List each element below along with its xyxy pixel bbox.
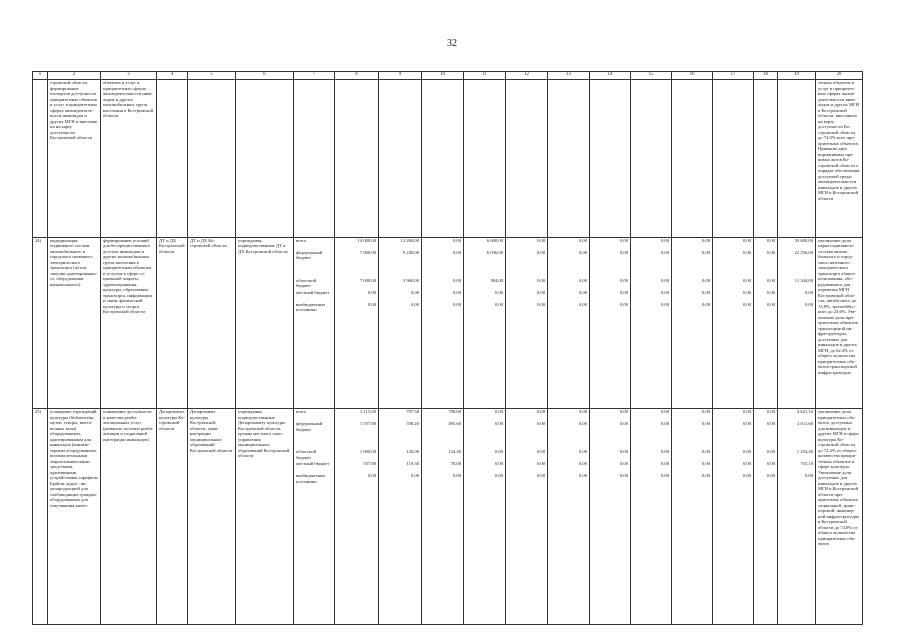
table-cell — [335, 80, 379, 238]
table-cell — [236, 80, 294, 238]
budget-value: 0,00 — [742, 449, 751, 455]
budget-value: 11 344,00 — [794, 277, 813, 283]
budget-value: 0,00 — [578, 461, 587, 467]
budget-value: 0,00 — [452, 289, 461, 295]
budget-value: 0,00 — [701, 237, 710, 243]
budget-value: 0,00 — [619, 449, 628, 455]
budget-value: 0,00 — [804, 473, 813, 479]
budget-value: 0,00 — [410, 289, 419, 295]
budget-value: 384,00 — [490, 277, 503, 283]
budget-value: 0,00 — [766, 449, 775, 455]
funding-sources — [294, 237, 335, 409]
budget-value: 0,00 — [660, 449, 669, 455]
budget-value: 0,00 — [766, 277, 775, 283]
budget-value: 0,00 — [367, 473, 376, 479]
budget-value: 1 557,80 — [359, 421, 376, 427]
budget-value: 0,00 — [660, 461, 669, 467]
column-number: 13 — [548, 72, 590, 80]
table-cell — [506, 80, 548, 238]
table-row — [33, 80, 863, 238]
value-cell — [422, 237, 464, 409]
budget-value: 0,00 — [766, 289, 775, 295]
table-cell: учреждения, подведомственные ДТ и ДХ Костромской области — [236, 237, 294, 409]
budget-value: 6 600,00 — [486, 237, 503, 243]
budget-value: 0,00 — [701, 249, 710, 255]
budget-value: 78,00 — [450, 461, 461, 467]
funding-source-label: федеральный бюджет — [296, 421, 323, 432]
table-cell: ДТ и ДХ Костромской области — [188, 237, 236, 409]
table-cell — [294, 80, 335, 238]
value-cell — [672, 237, 713, 409]
table-cell — [590, 80, 631, 238]
budget-value: 14 000,00 — [357, 237, 376, 243]
value-cell — [754, 237, 778, 409]
value-cell — [713, 409, 754, 625]
budget-value: 0,00 — [766, 301, 775, 307]
table-cell — [157, 80, 188, 238]
column-number: 6 — [236, 72, 294, 80]
budget-value: 0,00 — [619, 289, 628, 295]
budget-value: 0,00 — [766, 249, 775, 255]
column-number: 12 — [506, 72, 548, 80]
budget-value: 0,00 — [494, 449, 503, 455]
budget-value: 0,00 — [619, 277, 628, 283]
table-cell — [379, 80, 422, 238]
value-cell — [379, 237, 422, 409]
column-number: 15 — [631, 72, 672, 80]
column-number: 9 — [379, 72, 422, 80]
budget-value: 0,00 — [619, 301, 628, 307]
budget-value: 33 600,00 — [794, 237, 813, 243]
value-cell — [335, 237, 379, 409]
budget-value: 0,00 — [742, 421, 751, 427]
value-cell — [506, 237, 548, 409]
budget-value: 0,00 — [494, 461, 503, 467]
budget-value: 0,00 — [619, 409, 628, 415]
funding-source-label: местный бюджет — [296, 461, 330, 467]
table-cell: тетных объектов и услуг в приоритетных сферах жизнедеятельности инвалидов и других МГН в Костромской области, внесенных на карту доступности Костромской области, до 74,0% всех приоритетных объектов. Принятие двух нормативных правовых актов Костромской области о порядке обеспечения доступной среды жизнедеятельности инвалидов и других МГН в Костромской области — [816, 80, 863, 238]
value-cell — [631, 409, 672, 625]
funding-source-label: всего — [296, 237, 307, 243]
table-cell — [548, 80, 590, 238]
budget-value: 0,00 — [660, 237, 669, 243]
budget-value: 0,00 — [494, 301, 503, 307]
table-row — [33, 237, 863, 409]
budget-value: 0,00 — [452, 249, 461, 255]
column-number: 10 — [422, 72, 464, 80]
expected-result-cell: увеличение доли парка подвижного состава автомобильного и городского наземного электрического транспорта общего пользования, оборудованного для перевозки МГН Костромской области, автобусного до 13,8%, троллейбусного до 23,6%. Увеличение доли приоритетных объектов транспортной инфраструктуры, доступных для инвалидов и других МГН, до 62,4% от общего количества приоритетных объектов транспортной инфраструктуры — [816, 237, 863, 409]
budget-value: 7 000,00 — [359, 277, 376, 283]
budget-value: 0,00 — [578, 249, 587, 255]
table-cell: оснащение учреждений культуры (библиотеки, музеи, театры, выставочные залы) оборудованием, адаптированным для инвалидов (компьютерным оборудованием, вспомогательными тифлотехническими средствами, адаптивными устройствами, шрифтом Брайля, аудио-, видеопродукцией для слабовидящих граждан, оборудованием для озвучивания книго- — [48, 409, 101, 625]
budget-value: 0,00 — [452, 473, 461, 479]
budget-value: 0,00 — [536, 473, 545, 479]
budget-value: 0,00 — [701, 421, 710, 427]
column-number: 11 — [464, 72, 506, 80]
budget-value: 0,00 — [578, 277, 587, 283]
table-cell — [188, 80, 236, 238]
budget-value: 3 960,00 — [402, 277, 419, 283]
table-cell — [778, 80, 816, 238]
budget-value: 0,00 — [701, 289, 710, 295]
column-number: 19 — [778, 72, 816, 80]
budget-value: 0,00 — [494, 473, 503, 479]
column-number-row — [33, 72, 863, 80]
budget-value: 0,00 — [536, 289, 545, 295]
column-number: 8 — [335, 72, 379, 80]
value-cell — [672, 409, 713, 625]
budget-value: 0,00 — [742, 409, 751, 415]
budget-value: 0,00 — [701, 473, 710, 479]
value-cell — [506, 409, 548, 625]
budget-value: 0,00 — [701, 449, 710, 455]
table-cell: повышение доступности и качества реабилитационных услуг (развитие системы реабилитации и социальной интеграции инвалидов) — [101, 409, 157, 625]
budget-value: 0,00 — [766, 237, 775, 243]
budget-value: 6 036,00 — [486, 249, 503, 255]
table-cell — [33, 80, 48, 238]
budget-value: 0,00 — [494, 421, 503, 427]
budget-value: 0,00 — [536, 277, 545, 283]
budget-value: 4 621,10 — [796, 409, 813, 415]
table-cell: стромской области, формирование паспортов доступности приоритетных объектов и услуг в приоритетных сферах жизнедеятельности инвалидов и других МГН и внесение их на карту доступности Костромской области — [48, 80, 101, 238]
table-cell — [464, 80, 506, 238]
budget-value: 0,00 — [660, 473, 669, 479]
value-cell — [548, 237, 590, 409]
budget-value: 0,00 — [452, 277, 461, 283]
budget-value: 0,00 — [536, 237, 545, 243]
budget-value: 0,00 — [578, 409, 587, 415]
budget-value: 0,00 — [701, 277, 710, 283]
budget-value: 0,00 — [536, 249, 545, 255]
table-cell: Департамент культуры Костромской области — [157, 409, 188, 625]
budget-value: 0,00 — [410, 301, 419, 307]
value-cell — [335, 409, 379, 625]
budget-value: 0,00 — [619, 461, 628, 467]
funding-source-label: областной бюджет — [296, 449, 317, 460]
budget-value: 0,00 — [536, 421, 545, 427]
column-number: 2 — [48, 72, 101, 80]
table-cell: формирование условий для беспрепятственного доступа инвалидов и других маломобильных групп населения к приоритетным объектам и услугам в сфере социальной защиты, здравоохранения, культуры, образования, транспорта, информации и связи, физической культуры и спорта Костромской области — [101, 237, 157, 409]
value-cell — [778, 237, 816, 409]
budget-value: 0,00 — [536, 461, 545, 467]
table-cell: 25) — [33, 409, 48, 625]
budget-value: 9 240,00 — [402, 249, 419, 255]
budget-value: 7 000,00 — [359, 249, 376, 255]
budget-value: 558,20 — [406, 421, 419, 427]
column-number: 20 — [816, 72, 863, 80]
budget-value: 13 200,00 — [400, 237, 419, 243]
budget-value: 0,00 — [804, 301, 813, 307]
value-cell — [464, 237, 506, 409]
budget-value: 797,50 — [406, 409, 419, 415]
budget-value: 0,00 — [766, 421, 775, 427]
table-cell: 24) — [33, 237, 48, 409]
budget-value: 0,00 — [742, 289, 751, 295]
value-cell — [590, 237, 631, 409]
page-number: 32 — [447, 38, 457, 49]
column-number: 4 — [157, 72, 188, 80]
budget-value: 0,00 — [660, 249, 669, 255]
budget-value: 119,30 — [406, 461, 419, 467]
column-number: 17 — [713, 72, 754, 80]
value-cell — [631, 237, 672, 409]
budget-value: 0,00 — [578, 449, 587, 455]
table-cell — [422, 80, 464, 238]
budget-value: 0,00 — [701, 301, 710, 307]
budget-value: 1 254,40 — [796, 449, 813, 455]
table-cell — [754, 80, 778, 238]
value-cell — [379, 409, 422, 625]
column-number: 16 — [672, 72, 713, 80]
budget-value: 0,00 — [742, 249, 751, 255]
budget-value: 0,00 — [452, 237, 461, 243]
table-cell — [713, 80, 754, 238]
budget-value: 0,00 — [742, 473, 751, 479]
funding-source-label: внебюджетные источники — [296, 473, 326, 484]
budget-table — [32, 71, 863, 625]
column-number: 5 — [188, 72, 236, 80]
budget-value: 0,00 — [536, 409, 545, 415]
column-number: 14 — [590, 72, 631, 80]
budget-value: 0,00 — [619, 473, 628, 479]
budget-value: 0,00 — [804, 289, 813, 295]
funding-sources — [294, 409, 335, 625]
value-cell — [422, 409, 464, 625]
table-cell: ДТ и ДХ Костромской области — [157, 237, 188, 409]
budget-value: 0,00 — [578, 421, 587, 427]
expected-result-cell: увеличение доли приоритетных объектов, доступных для инвалидов и других МГН в сфере культуры Костромской области, до 72,4% от общего количества приоритетных объектов в сфере культуры. Увеличение доли доступных для инвалидов и других МГН в Костромской области приоритетных объектов социальной, транспортной, инженерной инфраструктуры в Костромской области до 74,0% от общего количества приоритетных объектов — [816, 409, 863, 625]
table-cell — [631, 80, 672, 238]
budget-value: 0,00 — [367, 301, 376, 307]
budget-value: 0,00 — [742, 277, 751, 283]
budget-value: 0,00 — [494, 409, 503, 415]
budget-value: 708,00 — [448, 409, 461, 415]
budget-value: 0,00 — [742, 461, 751, 467]
column-number: 3 — [101, 72, 157, 80]
budget-value: 0,00 — [494, 289, 503, 295]
budget-value: 0,00 — [578, 301, 587, 307]
budget-value: 557,80 — [363, 461, 376, 467]
budget-value: 0,00 — [701, 461, 710, 467]
budget-value: 134,40 — [448, 449, 461, 455]
funding-source-label: внебюджетные источники — [296, 301, 326, 313]
table-cell: объектов и услуг в приоритетных сферах жизнедеятельности инвалидов и других маломобильных групп населения в Костромской области — [101, 80, 157, 238]
budget-value: 0,00 — [742, 301, 751, 307]
budget-value: 0,00 — [367, 289, 376, 295]
budget-value: 3 115,60 — [360, 409, 376, 415]
budget-value: 0,00 — [578, 289, 587, 295]
column-number: 7 — [294, 72, 335, 80]
budget-value: 755,10 — [800, 461, 813, 467]
column-number: 18 — [754, 72, 778, 80]
value-cell — [713, 237, 754, 409]
table-cell: модернизация подвижного состава автомобильного и городского наземного электрического транспорта (путем закупки адаптированного, оборудования низкопольного) — [48, 237, 101, 409]
budget-value: 0,00 — [619, 237, 628, 243]
table-cell: учреждения, подведомственные Департаменту культуры Костромской области, органы местного самоуправления муниципальных образований Костромской области — [236, 409, 294, 625]
budget-value: 0,00 — [766, 461, 775, 467]
budget-value: 0,00 — [766, 473, 775, 479]
value-cell — [590, 409, 631, 625]
budget-value: 0,00 — [701, 409, 710, 415]
budget-value: 0,00 — [660, 277, 669, 283]
funding-source-label: местный бюджет — [296, 289, 330, 295]
budget-value: 0,00 — [766, 409, 775, 415]
funding-source-label: областной бюджет — [296, 277, 317, 289]
value-cell — [754, 409, 778, 625]
budget-value: 0,00 — [536, 449, 545, 455]
budget-value: 0,00 — [660, 421, 669, 427]
table-cell: Департамент культуры Костромской области, администрации муниципальных образований Костромской области — [188, 409, 236, 625]
budget-value: 0,00 — [410, 473, 419, 479]
budget-value: 1 000,00 — [359, 449, 376, 455]
budget-value: 0,00 — [578, 237, 587, 243]
value-cell — [464, 409, 506, 625]
budget-value: 0,00 — [578, 473, 587, 479]
budget-value: 2 611,60 — [797, 421, 813, 427]
column-number: 1 — [33, 72, 48, 80]
budget-value: 0,00 — [660, 289, 669, 295]
table-row — [33, 409, 863, 625]
table-cell — [672, 80, 713, 238]
budget-value: 0,00 — [619, 421, 628, 427]
budget-value: 0,00 — [660, 409, 669, 415]
budget-value: 22 256,00 — [794, 249, 813, 255]
value-cell — [778, 409, 816, 625]
value-cell — [548, 409, 590, 625]
budget-value: 0,00 — [619, 249, 628, 255]
budget-value: 120,00 — [406, 449, 419, 455]
funding-source-label: федеральный бюджет — [296, 249, 323, 261]
budget-value: 0,00 — [452, 301, 461, 307]
funding-source-label: всего — [296, 409, 307, 415]
budget-value: 0,00 — [660, 301, 669, 307]
budget-value: 0,00 — [742, 237, 751, 243]
budget-value: 495,60 — [448, 421, 461, 427]
budget-value: 0,00 — [536, 301, 545, 307]
